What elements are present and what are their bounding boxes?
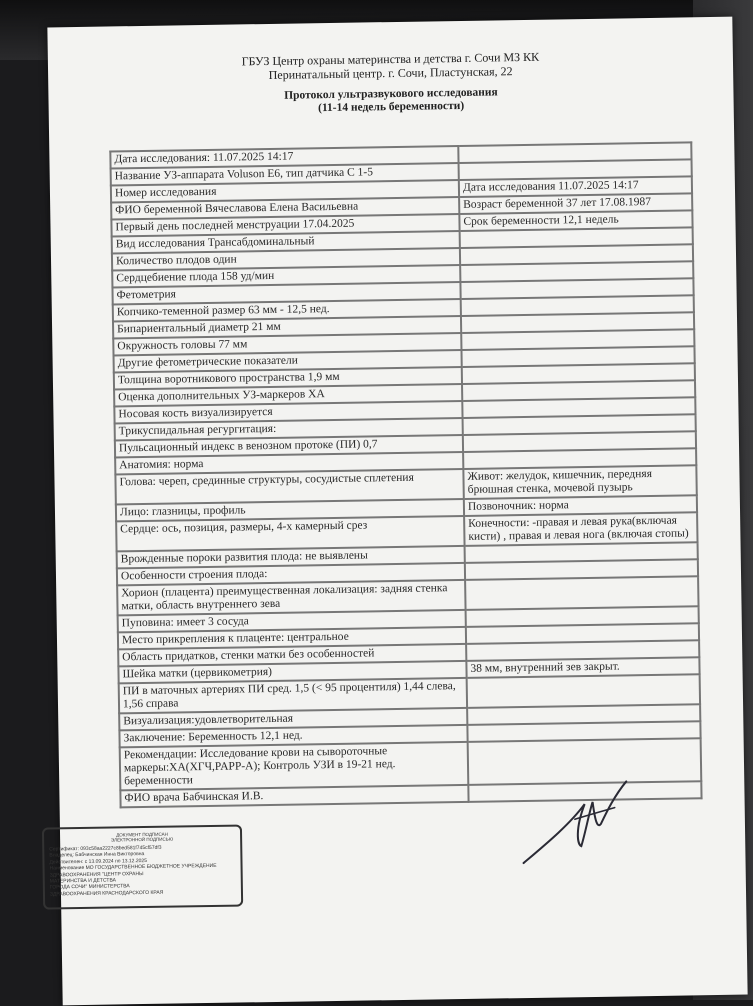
row-label: Лицо: глазницы, профиль — [116, 499, 464, 521]
row-value: Возраст беременной 37 лет 17.08.1987 — [459, 193, 692, 214]
stamp-heading-2: ЭЛЕКТРОННОЙ ПОДПИСЬЮ — [110, 836, 174, 843]
row-label: Врожденные пороки развития плода: не выявлены — [117, 546, 465, 568]
row-label: Заключение: Беременность 12,1 нед. — [119, 725, 467, 747]
row-label: Фетометрия — [112, 282, 460, 304]
row-label: Область придатков, стенки матки без особенностей — [118, 644, 466, 666]
row-label: Сердце: ось, позиция, размеры, 4-х камерный срез — [116, 516, 464, 551]
row-label: Пульсационный индекс в венозном протоке (ПИ) 0,7 — [115, 435, 463, 457]
row-value: Живот: желудок, кишечник, передняя брюшная стенка, мочевой пузырь — [463, 465, 696, 499]
document-header — [48, 47, 733, 86]
row-value: 38 мм, внутренний зев закрыт. — [466, 657, 699, 678]
stamp-valid: Действителен: с 13.09.2024 по 13.12.2025 — [49, 857, 148, 866]
row-label: Окружность головы 77 мм — [113, 333, 461, 355]
row-label: Количество плодов один — [112, 248, 460, 270]
row-label: Шейка матки (цервикометрия) — [118, 661, 466, 683]
row-value: Дата исследования 11.07.2025 14:17 — [459, 176, 692, 197]
row-label: Анатомия: норма — [115, 452, 463, 474]
row-label: Первый день последней менструации 17.04.2025 — [111, 214, 459, 236]
row-label: Сердцебиение плода 158 уд/мин — [112, 265, 460, 287]
stamp-cert: Сертификат: 093c58aa2227c8bed581f745cf57df3 — [49, 844, 162, 853]
row-label: ФИО беременной Вячеславова Елена Васильевна — [111, 197, 459, 219]
row-label: ПИ в маточных артериях ПИ сред. 1,5 (< 95 процентиля) 1,44 слева, 1,56 справа — [119, 678, 467, 713]
row-label: Пуповина: имеет 3 сосуда — [118, 610, 466, 632]
stamp-owner: Владелец: Бабчинская Инна Викторовна — [49, 851, 145, 859]
stamp-heading-1: ДОКУМЕНТ ПОДПИСАН — [116, 831, 168, 838]
row-label: Другие фетометрические показатели — [114, 350, 462, 372]
stamp-org-4: ГОРОДА СОЧИ" МИНИСТЕРСТВА — [49, 883, 130, 891]
row-label: Вид исследования Трансабдоминальный — [112, 231, 460, 253]
row-label: Толщина воротникового пространства 1,9 мм — [114, 367, 462, 389]
row-label: Визуализация:удовлетворительная — [119, 708, 467, 730]
row-value: Конечности: -правая и левая рука(включая кисти) , правая и левая нога (включая стопы) — [464, 512, 697, 546]
stamp-org-3: МАТЕРИНСТВА И ДЕТСТВА — [49, 877, 117, 885]
row-value — [465, 576, 698, 610]
row-label: ФИО врача Бабчинская И.В. — [120, 785, 468, 807]
stamp-heading — [49, 831, 235, 844]
row-label: Дата исследования: 11.07.2025 14:17 — [110, 146, 458, 168]
protocol-table — [109, 141, 702, 808]
title-line-1: Протокол ультразвукового исследования — [284, 86, 498, 102]
stamp-org-1: Наименование МО ГОСУДАРСТВЕННОЕ БЮДЖЕТНОЕ УЧРЕЖДЕНИЕ — [49, 863, 217, 872]
header-line-1: ГБУЗ Центр охраны материнства и детства г. Сочи МЗ КК — [241, 49, 540, 69]
row-label: Носовая кость визуализируется — [114, 401, 462, 423]
row-label: Копчико-теменной размер 63 мм - 12,5 нед. — [113, 299, 461, 321]
row-label: Голова: череп, срединные структуры, сосудистые сплетения — [115, 469, 463, 504]
row-label: Трикуспидальная регургитация: — [115, 418, 463, 440]
row-label: Номер исследования — [111, 180, 459, 202]
row-label: Бипариентальный диаметр 21 мм — [113, 316, 461, 338]
stamp-org-2: ЗДРАВООХРАНЕНИЯ "ЦЕНТР ОХРАНЫ — [49, 870, 144, 879]
header-line-2: Перинатальный центр. г. Сочи, Пластунская, 22 — [268, 64, 513, 82]
electronic-signature-stamp — [42, 824, 243, 909]
doctor-signature — [514, 773, 645, 870]
row-label: Особенности строения плода: — [117, 563, 465, 585]
document-page — [47, 17, 747, 1006]
row-value: Срок беременности 12,1 недель — [459, 210, 692, 231]
stamp-org-5: ЗДРАВООХРАНЕНИЯ КРАСНОДАРСКОГО КРАЯ — [49, 889, 164, 898]
title-line-2: (11-14 недель беременности) — [317, 99, 465, 115]
row-label: Название УЗ-аппарата Voluson E6, тип датчика С 1-5 — [111, 163, 459, 185]
document-title — [48, 83, 733, 120]
row-value — [467, 674, 700, 708]
row-label: Место прикрепления к плаценте: центральное — [118, 627, 466, 649]
row-label: Рекомендации: Исследование крови на сывороточные маркеры:ХА(ХГЧ,PAPP-A); Контроль УЗИ в 19-21 нед. беременности — [120, 742, 469, 790]
row-value: Позвоночник: норма — [464, 495, 697, 516]
row-label: Оценка дополнительных УЗ-маркеров ХА — [114, 384, 462, 406]
row-label: Хорион (плацента) преимущественная локализация: задняя стенка матки, область внутреннего зева — [117, 580, 465, 615]
